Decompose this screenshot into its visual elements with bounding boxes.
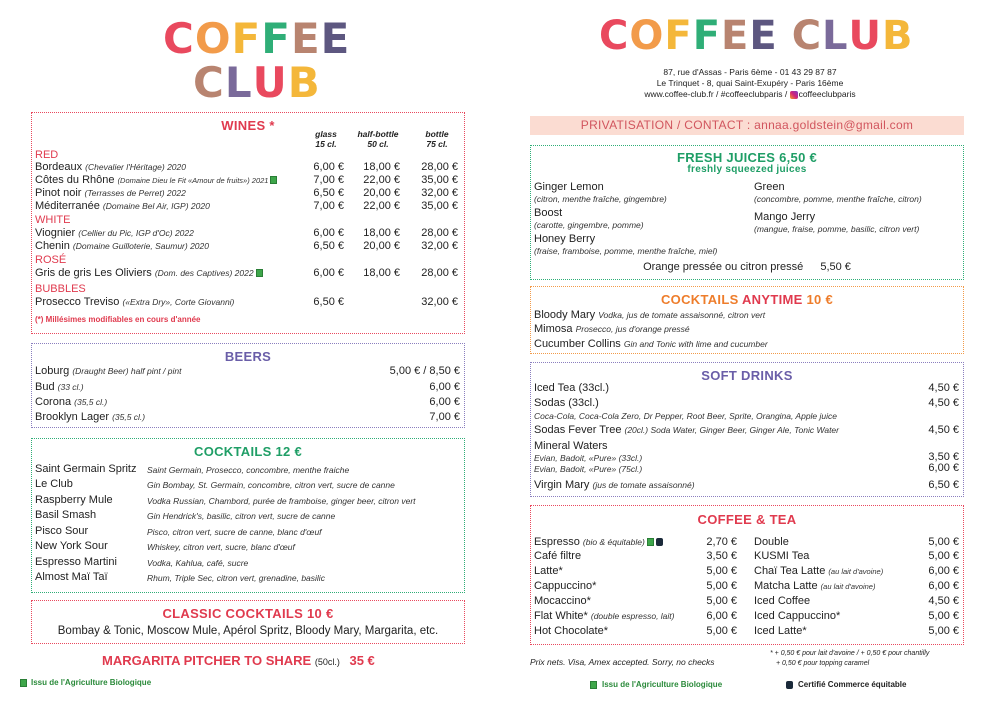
cocktail-name: Pisco Sour — [35, 525, 89, 537]
juice-name: Green — [754, 181, 785, 193]
cocktail-desc: Gin Hendrick's, basilic, citron vert, sucre de canne — [147, 511, 336, 521]
soft-desc: Coca-Cola, Coca-Cola Zero, Dr Pepper, Root Beer, Sprite, Orangina, Apple juice — [534, 411, 837, 421]
col-half-bottle: half-bottle 50 cl. — [357, 129, 399, 149]
wine-row: Chenin (Domaine Guilloterie, Saumur) 2020 — [35, 240, 209, 252]
coffee-price: 6,00 € — [928, 565, 959, 577]
payment-note: Prix nets. Visa, Amex accepted. Sorry, no checks — [530, 657, 715, 667]
price-half: 18,00 € — [363, 267, 400, 279]
wine-row: Prosecco Treviso («Extra Dry», Corte Giovanni) — [35, 296, 235, 308]
beer-row: Loburg (Draught Beer) half pint / pint — [35, 365, 182, 377]
price-half: 20,00 € — [363, 240, 400, 252]
coffee-price: 4,50 € — [928, 595, 959, 607]
coffee-price: 5,00 € — [706, 625, 737, 637]
juice-desc: (mangue, fraise, pomme, basilic, citron vert) — [754, 224, 920, 234]
beer-row: Bud (33 cl.) — [35, 381, 84, 393]
beer-row: Corona (35,5 cl.) — [35, 396, 108, 408]
fairtrade-icon — [786, 681, 793, 689]
coffee-row: KUSMI Tea — [754, 550, 810, 562]
juices-section — [530, 145, 964, 280]
beer-row: Brooklyn Lager (35,5 cl.) — [35, 411, 146, 423]
soft-price: 4,50 € — [928, 397, 959, 409]
price-glass: 7,00 € — [313, 200, 344, 212]
soft-row: Iced Tea (33cl.) — [534, 382, 610, 394]
soft-row: Sodas (33cl.) — [534, 397, 599, 409]
coffee-row: Hot Chocolate* — [534, 625, 608, 637]
bio-leaf-icon — [270, 176, 277, 184]
coffee-row: Café filtre — [534, 550, 582, 562]
coffee-price: 5,00 € — [928, 536, 959, 548]
juice-name: Mango Jerry — [754, 211, 816, 223]
wine-row: Méditerranée (Domaine Bel Air, IGP) 2020 — [35, 200, 210, 212]
price-bottle: 32,00 € — [421, 240, 458, 252]
wines-title: WINES * — [221, 118, 275, 133]
price-glass: 6,00 € — [313, 227, 344, 239]
price-half: 20,00 € — [363, 187, 400, 199]
cocktail-desc: Rhum, Triple Sec, citron vert, grenadine, basilic — [147, 573, 325, 583]
cat-red: RED — [35, 149, 59, 161]
price-bottle: 28,00 € — [421, 227, 458, 239]
anytime-row: Cucumber Collins Gin and Tonic with lime and cucumber — [534, 338, 768, 350]
price-bottle: 32,00 € — [421, 187, 458, 199]
anytime-row: Mimosa Prosecco, jus d'orange pressé — [534, 323, 690, 335]
logo-line-coffee: COFFEE — [163, 14, 351, 63]
soft-desc: Evian, Badoit, «Pure» (33cl.) — [534, 453, 643, 463]
footnote-2: + 0,50 € pour topping caramel — [776, 660, 870, 667]
wine-row: Bordeaux (Chevalier l'Héritage) 2020 — [35, 161, 186, 173]
wine-row: Pinot noir (Terrasses de Perret) 2022 — [35, 187, 186, 199]
cocktail-name: Raspberry Mule — [35, 494, 113, 506]
classic-title: CLASSIC COCKTAILS 10 € — [162, 606, 334, 621]
price-glass: 6,50 € — [313, 187, 344, 199]
bio-legend-right: Issu de l'Agriculture Biologique — [588, 680, 722, 689]
coffee-price: 2,70 € — [706, 536, 737, 548]
address-line-1: 87, rue d'Assas - Paris 6ème - 01 43 29 87 87 — [663, 67, 837, 77]
cat-rose: ROSÉ — [35, 254, 67, 266]
beer-price: 6,00 € — [429, 396, 460, 408]
wine-row: Gris de gris Les Oliviers (Dom. des Captives) 2022 — [35, 267, 263, 280]
cocktail-name: Almost Maï Taï — [35, 571, 108, 583]
instagram-icon — [790, 91, 798, 99]
bio-leaf-icon — [647, 538, 654, 546]
coffee-price: 5,00 € — [928, 625, 959, 637]
price-bottle: 28,00 € — [421, 161, 458, 173]
soft-row: Mineral Waters — [534, 440, 608, 452]
cocktail-desc: Saint Germain, Prosecco, concombre, menthe fraiche — [147, 465, 350, 475]
bio-leaf-icon — [590, 681, 597, 689]
footnote-1: * + 0,50 € pour lait d'avoine / + 0,50 € pour chantilly — [770, 650, 930, 657]
cocktail-desc: Whiskey, citron vert, sucre, blanc d'œuf — [147, 542, 295, 552]
cocktail-desc: Gin Bombay, St. Germain, concombre, citron vert, sucre de canne — [147, 480, 395, 490]
soft-price: 6,00 € — [928, 462, 959, 474]
soft-title: SOFT DRINKS — [701, 368, 793, 383]
cocktail-name: Espresso Martini — [35, 556, 117, 568]
soft-price: 3,50 € — [928, 451, 959, 463]
wine-row: Côtes du Rhône (Domaine Dieu le Fit «Amour de fruits») 2021 — [35, 174, 277, 187]
juice-name: Ginger Lemon — [534, 181, 604, 193]
cat-bubbles: BUBBLES — [35, 283, 86, 295]
address-line-2: Le Trinquet - 8, quai Saint-Exupéry - Paris 16ème — [656, 78, 844, 88]
coffee-row: Iced Coffee — [754, 595, 811, 607]
cocktail-desc: Pisco, citron vert, sucre de canne, blanc d'œuf — [147, 527, 322, 537]
juice-name: Boost — [534, 207, 563, 219]
cocktail-desc: Vodka Russian, Chambord, purée de framboise, ginger beer, citron vert — [147, 496, 416, 506]
bio-leaf-icon — [256, 269, 263, 277]
price-bottle: 32,00 € — [421, 296, 458, 308]
soft-price: 4,50 € — [928, 424, 959, 436]
juices-title: FRESH JUICES 6,50 € — [676, 150, 818, 165]
logo-line-club: CLUB — [193, 58, 321, 107]
coffee-row: Flat White* (double espresso, lait) — [534, 610, 675, 622]
price-glass: 6,00 € — [313, 267, 344, 279]
privatisation-banner: PRIVATISATION / CONTACT : annaa.goldstein@gmail.com — [530, 116, 964, 135]
coffee-price: 6,00 € — [928, 580, 959, 592]
cocktail-name: Saint Germain Spritz — [35, 463, 137, 475]
address-line-3: www.coffee-club.fr / #coffeeclubparis / coffeeclubparis — [644, 89, 856, 99]
coffee-price: 3,50 € — [706, 550, 737, 562]
beers-section — [31, 343, 465, 428]
beers-title: BEERS — [224, 349, 272, 364]
fairtrade-legend: Certifié Commerce équitable — [784, 680, 906, 689]
coffee-row: Iced Cappuccino* — [754, 610, 841, 622]
juice-desc: (concombre, pomme, menthe fraîche, citron) — [754, 194, 922, 204]
soft-price: 4,50 € — [928, 382, 959, 394]
cat-white: WHITE — [35, 214, 71, 226]
cocktails-section — [31, 438, 465, 593]
price-half: 22,00 € — [363, 200, 400, 212]
coffee-row: Latte* — [534, 565, 563, 577]
soft-row: Virgin Mary (jus de tomate assaisonné) — [534, 479, 695, 491]
coffee-price: 5,00 € — [706, 595, 737, 607]
price-glass: 6,00 € — [313, 161, 344, 173]
coffee-price: 5,00 € — [706, 580, 737, 592]
classic-list: Bombay & Tonic, Moscow Mule, Apérol Spritz, Bloody Mary, Margarita, etc. — [57, 625, 439, 637]
price-half: 22,00 € — [363, 174, 400, 186]
juice-name: Honey Berry — [534, 233, 596, 245]
soft-desc: Evian, Badoit, «Pure» (75cl.) — [534, 464, 643, 474]
col-bottle: bottle 75 cl. — [425, 129, 449, 149]
coffee-row: Double — [754, 536, 789, 548]
coffee-price: 5,00 € — [706, 565, 737, 577]
cocktails-title: COCKTAILS 12 € — [194, 444, 302, 459]
coffee-title: COFFEE & TEA — [697, 512, 797, 527]
classic-cocktails-section — [31, 600, 465, 644]
price-bottle: 35,00 € — [421, 200, 458, 212]
cocktail-name: Le Club — [35, 478, 73, 490]
coffee-tea-section — [530, 505, 964, 645]
vintage-note: (*) Millésimes modifiables en cours d'année — [35, 315, 201, 324]
cocktail-name: Basil Smash — [35, 509, 97, 521]
price-glass: 7,00 € — [313, 174, 344, 186]
coffee-row: Matcha Latte (au lait d'avoine) — [754, 580, 876, 592]
price-bottle: 28,00 € — [421, 267, 458, 279]
cocktail-desc: Vodka, Kahlua, café, sucre — [147, 558, 249, 568]
col-glass: glass 15 cl. — [315, 129, 337, 149]
margarita-pitcher: MARGARITA PITCHER TO SHARE (50cl.) 35 € — [102, 653, 375, 668]
soft-row: Sodas Fever Tree (20cl.) Soda Water, Ginger Beer, Ginger Ale, Tonic Water — [534, 424, 839, 436]
beer-price: 7,00 € — [429, 411, 460, 423]
logo-right: COFFEE CLUB — [599, 13, 914, 59]
beer-price: 5,00 € / 8,50 € — [389, 365, 460, 377]
juice-desc: (fraise, framboise, pomme, menthe fraîche, miel) — [534, 246, 718, 256]
fairtrade-icon — [656, 538, 663, 546]
price-half: 18,00 € — [363, 161, 400, 173]
bio-legend-left: Issu de l'Agriculture Biologique — [18, 678, 151, 687]
orange-juice-row: Orange pressée ou citron pressé 5,50 € — [643, 261, 851, 273]
juice-desc: (citron, menthe fraîche, gingembre) — [534, 194, 667, 204]
coffee-row: Mocaccino* — [534, 595, 591, 607]
price-glass: 6,50 € — [313, 240, 344, 252]
bio-leaf-icon — [20, 679, 27, 687]
coffee-row: Chaï Tea Latte (au lait d'avoine) — [754, 565, 884, 577]
cocktail-name: New York Sour — [35, 540, 108, 552]
wines-section — [31, 112, 465, 334]
logo-left — [163, 14, 351, 107]
soft-price: 6,50 € — [928, 479, 959, 491]
beer-price: 6,00 € — [429, 381, 460, 393]
coffee-row: Iced Latte* — [754, 625, 807, 637]
juice-desc: (carotte, gingembre, pomme) — [534, 220, 644, 230]
price-glass: 6,50 € — [313, 296, 344, 308]
soft-drinks-section — [530, 362, 964, 497]
wine-row: Viognier (Cellier du Pic, IGP d'Oc) 2022 — [35, 227, 194, 239]
juices-subtitle: freshly squeezed juices — [687, 164, 807, 175]
coffee-price: 5,00 € — [928, 610, 959, 622]
coffee-row: Cappuccino* — [534, 580, 597, 592]
price-half: 18,00 € — [363, 227, 400, 239]
anytime-title: COCKTAILS ANYTIME 10 € — [660, 292, 834, 307]
anytime-section — [530, 286, 964, 354]
price-bottle: 35,00 € — [421, 174, 458, 186]
coffee-price: 6,00 € — [706, 610, 737, 622]
coffee-price: 5,00 € — [928, 550, 959, 562]
anytime-row: Bloody Mary Vodka, jus de tomate assaisonné, citron vert — [534, 309, 766, 321]
coffee-row: Espresso (bio & équitable) — [534, 536, 663, 549]
